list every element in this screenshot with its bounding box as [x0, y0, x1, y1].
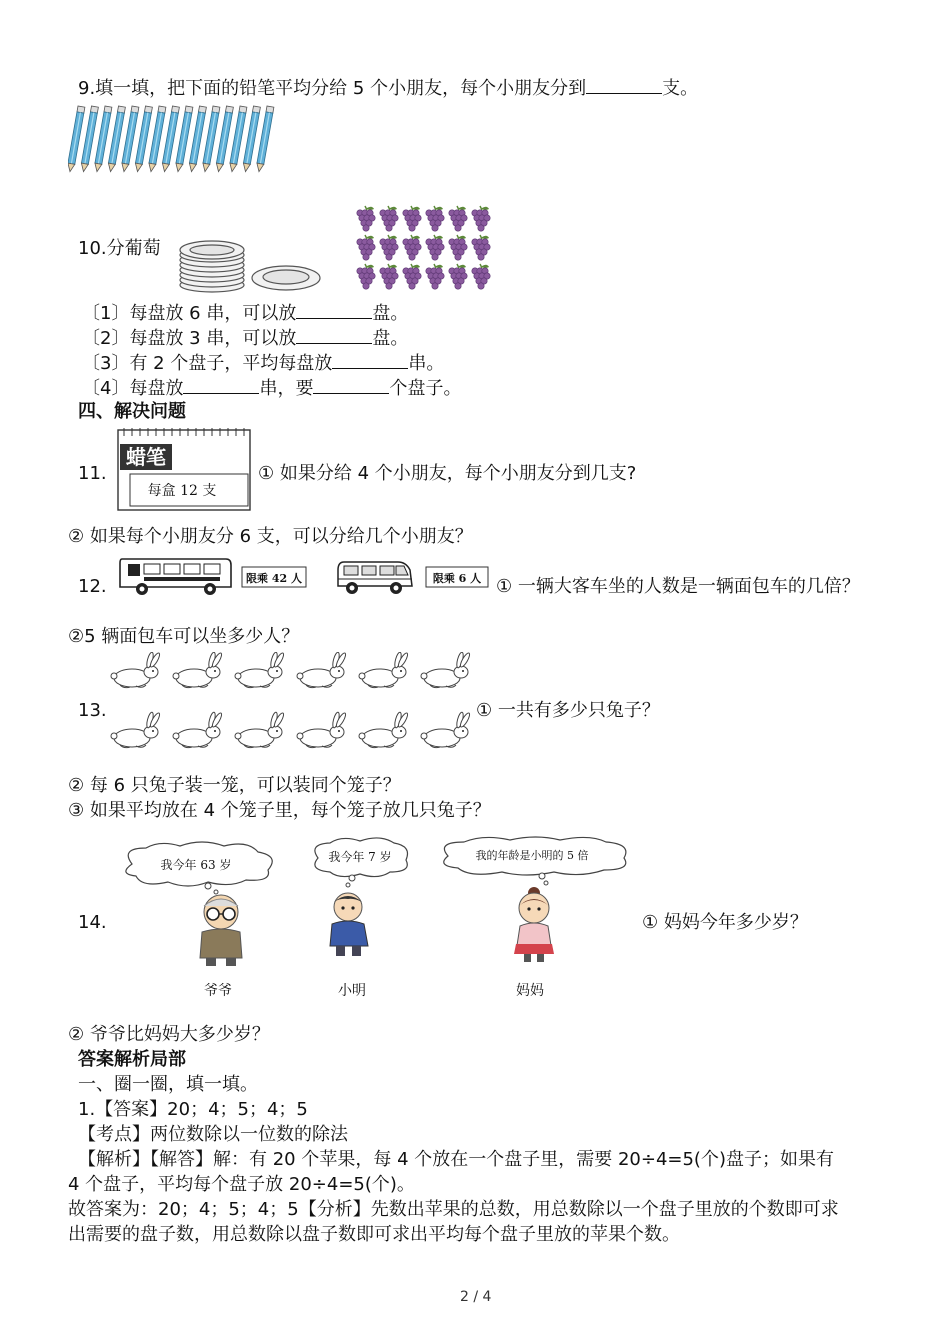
rabbit-icon	[421, 652, 471, 688]
grandpa-bubble-text: 我今年 63 岁	[160, 858, 232, 872]
q14-number: 14.	[78, 912, 107, 933]
answers-heading: 答案解析局部	[78, 1049, 186, 1070]
mom-speech-bubble	[430, 834, 636, 890]
grandpa-name: 爷爷	[204, 983, 232, 999]
mom-bubble-text: 我的年龄是小明的 5 倍	[475, 849, 589, 862]
q11-number: 11.	[78, 463, 107, 484]
answer-1-analysis-line1: 【解析】【解答】解：有 20 个苹果，每 4 个放在一个盘子里，需要 20÷4=5(个)盘子；如果有	[78, 1149, 834, 1170]
grape-bunch-icon	[449, 235, 467, 260]
xiaoming-name: 小明	[338, 983, 366, 999]
grandpa-figure	[190, 892, 252, 968]
answer-1: 1.【答案】20；4；5；4；5	[78, 1099, 308, 1120]
grape-bunch-icon	[472, 206, 490, 231]
grape-bunch-icon	[380, 206, 398, 231]
rabbit-icon	[235, 652, 285, 688]
q12-part2: ②5 辆面包车可以坐多少人？	[68, 626, 300, 647]
answer-1-analysis-line3: 故答案为：20；4；5；4；5【分析】先数出苹果的总数，用总数除以一个盘子里放的个数即可求	[68, 1199, 839, 1220]
q14-part1: ① 妈妈今年多少岁？	[642, 912, 808, 933]
q10-item2-blank[interactable]	[296, 325, 372, 344]
rabbit-icon	[421, 712, 471, 748]
grape-bunch-icon	[380, 235, 398, 260]
q11-part2: ② 如果每个小朋友分 6 支，可以分给几个小朋友？	[68, 526, 473, 547]
q9-text: 9.填一填，把下面的铅笔平均分给 5 个小朋友，每个小朋友分到 支。	[78, 75, 698, 101]
grape-bunch-icon	[426, 235, 444, 260]
grape-bunch-icon	[403, 264, 421, 289]
rabbit-icon	[235, 712, 285, 748]
bus-image	[116, 551, 234, 599]
answer-1-analysis-line2: 4 个盘子，平均每个盘子放 20÷4=5(个)。	[68, 1174, 415, 1195]
grape-bunch-icon	[472, 235, 490, 260]
crayon-box-image	[116, 426, 254, 514]
rabbit-icon	[359, 652, 409, 688]
q13-part3: ③ 如果平均放在 4 个笼子里，每个笼子放几只兔子？	[68, 800, 491, 821]
q9-answer-blank[interactable]	[586, 75, 662, 94]
q10-item3: 〔3〕有 2 个盘子，平均每盘放 串。	[82, 350, 444, 376]
q13-part2: ② 每 6 只兔子装一笼，可以装同个笼子？	[68, 775, 401, 796]
grape-bunch-icon	[403, 235, 421, 260]
q11-part1: ① 如果分给 4 个小朋友，每个小朋友分到几支?	[258, 463, 637, 484]
q10-item4-blank-b[interactable]	[313, 375, 389, 394]
rabbit-icon	[297, 652, 347, 688]
q12-part1: ① 一辆大客车坐的人数是一辆面包车的几倍？	[496, 576, 860, 597]
grape-bunch-icon	[357, 264, 375, 289]
q10-item1-blank[interactable]	[296, 300, 372, 319]
rabbit-icon	[359, 712, 409, 748]
q13-number: 13.	[78, 700, 107, 721]
mom-figure	[504, 884, 564, 964]
grape-bunch-icon	[426, 206, 444, 231]
grape-bunch-icon	[380, 264, 398, 289]
q12-number: 12.	[78, 576, 107, 597]
answer-1-point: 【考点】两位数除以一位数的除法	[78, 1124, 348, 1145]
answer-1-analysis-line4: 出需要的盘子数，用总数除以盘子数即可求出平均每个盘子里放的苹果个数。	[68, 1224, 680, 1245]
q10-title: 10.分葡萄	[78, 238, 161, 259]
grape-bunch-icon	[472, 264, 490, 289]
rabbit-icon	[297, 712, 347, 748]
q10-item3-blank[interactable]	[332, 350, 408, 369]
plates-image	[178, 233, 328, 295]
bus-limit-sign	[241, 566, 307, 588]
grape-bunch-icon	[357, 235, 375, 260]
xiaoming-bubble-text: 我今年 7 岁	[328, 850, 392, 864]
rabbit-icon	[173, 652, 223, 688]
q10-item4-blank-a[interactable]	[183, 375, 259, 394]
page-number: 2 / 4	[460, 1289, 492, 1305]
grapes-image	[352, 203, 497, 293]
grape-bunch-icon	[449, 264, 467, 289]
rabbits-image	[108, 652, 478, 757]
grape-bunch-icon	[357, 206, 375, 231]
van-image	[334, 556, 416, 598]
q14-part2: ② 爷爷比妈妈大多少岁？	[68, 1024, 270, 1045]
xiaoming-speech-bubble	[304, 834, 416, 890]
rabbit-icon	[111, 652, 161, 688]
grape-bunch-icon	[449, 206, 467, 231]
grape-bunch-icon	[403, 206, 421, 231]
q13-part1: ① 一共有多少只兔子？	[476, 700, 660, 721]
pencils-image	[68, 104, 283, 176]
q10-item2: 〔2〕每盘放 3 串，可以放 盘。	[82, 325, 408, 351]
crayon-box-title: 蜡笔	[126, 445, 166, 469]
bus-limit-text: 限乘 42 人	[246, 572, 302, 585]
van-limit-text: 限乘 6 人	[432, 572, 482, 585]
crayon-box-label: 每盒 12 支	[147, 483, 217, 499]
grandpa-speech-bubble	[112, 838, 282, 896]
xiaoming-figure	[322, 890, 378, 958]
mom-name: 妈妈	[516, 983, 544, 999]
rabbit-icon	[111, 712, 161, 748]
grape-bunch-icon	[426, 264, 444, 289]
answers-section1: 一、圈一圈，填一填。	[78, 1074, 258, 1095]
rabbit-icon	[173, 712, 223, 748]
van-limit-sign	[425, 566, 489, 588]
q10-item1: 〔1〕每盘放 6 串，可以放 盘。	[82, 300, 408, 326]
section4-heading: 四、解决问题	[78, 401, 186, 422]
q10-item4: 〔4〕每盘放 串，要 个盘子。	[82, 375, 461, 401]
